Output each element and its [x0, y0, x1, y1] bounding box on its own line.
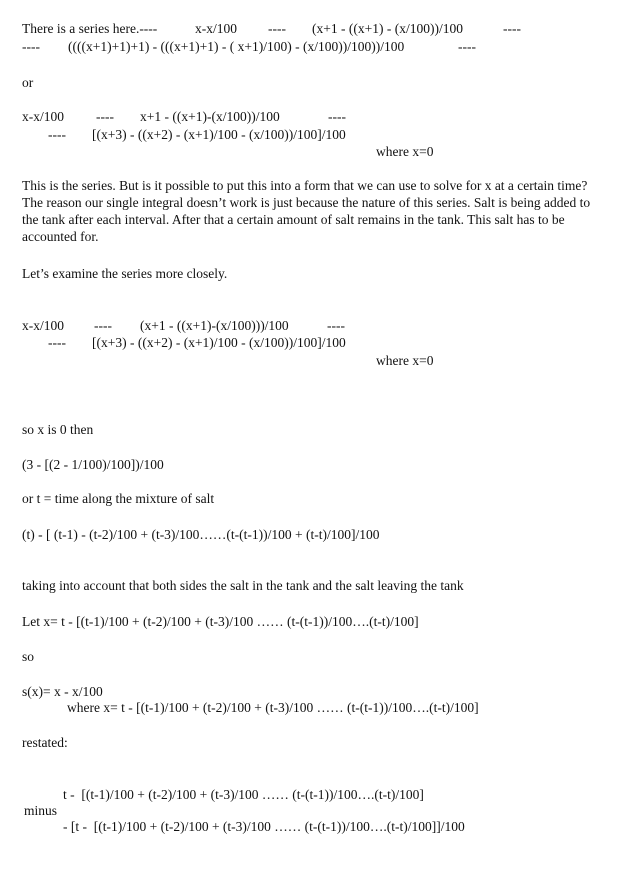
series-separator: ---- — [268, 21, 286, 36]
series-term: x-x/100 — [195, 21, 237, 36]
equation: s(x)= x - x/100 — [22, 684, 103, 699]
equation: Let x= t - [(t-1)/100 + (t-2)/100 + (t-3)/100 …… (t-(t-1))/100….(t-t)/100] — [22, 614, 419, 629]
series-term: [(x+3) - ((x+2) - (x+1)/100 - (x/100))/100]/100 — [92, 335, 346, 350]
body-text: restated: — [22, 735, 68, 750]
minus-label: minus — [24, 803, 58, 818]
series-separator: ---- — [328, 109, 346, 124]
where-condition: where x=0 — [376, 144, 434, 159]
series-term: [(x+3) - ((x+2) - (x+1)/100 - (x/100))/100]/100 — [92, 127, 346, 142]
series-separator: ---- — [22, 39, 40, 54]
series-separator: ---- — [94, 318, 112, 333]
equation: (t) - [ (t-1) - (t-2)/100 + (t-3)/100……(t-(t-1))/100 + (t-t)/100]/100 — [22, 527, 380, 542]
equation: (3 - [(2 - 1/100)/100])/100 — [22, 457, 164, 472]
equation: where x= t - [(t-1)/100 + (t-2)/100 + (t-3)/100 …… (t-(t-1))/100….(t-t)/100] — [67, 700, 479, 715]
body-text: so x is 0 then — [22, 422, 94, 437]
series-term: x-x/100 — [22, 318, 64, 333]
series-term: (x+1 - ((x+1) - (x/100))/100 — [312, 21, 463, 36]
series-term: (x+1 - ((x+1)-(x/100)))/100 — [140, 318, 289, 333]
series-separator: ---- — [48, 127, 66, 142]
equation: t - [(t-1)/100 + (t-2)/100 + (t-3)/100 …… (t-(t-1))/100….(t-t)/100] — [63, 787, 424, 802]
or-label: or — [22, 75, 34, 90]
series-term: x-x/100 — [22, 109, 64, 124]
series-term: ((((x+1)+1)+1) - (((x+1)+1) - ( x+1)/100) - (x/100))/100))/100 — [68, 39, 405, 54]
body-text: taking into account that both sides the salt in the tank and the salt leaving the tank — [22, 578, 464, 593]
where-condition: where x=0 — [376, 353, 434, 368]
series-separator: ---- — [96, 109, 114, 124]
examine-text: Let’s examine the series more closely. — [22, 266, 228, 281]
body-text: or t = time along the mixture of salt — [22, 491, 215, 506]
series-separator: ---- — [503, 21, 521, 36]
body-text: so — [22, 649, 35, 664]
paragraph-explanation: This is the series. But is it possible to put this into a form that we can use to solve for x at a certain time? The reason our single integral doesn’t work is just because the nature of this series. Salt is being added to the tank after each interval. After that a certain amount of salt remains in the tank. This salt has to be accounted for. — [22, 178, 591, 244]
series-separator: ---- — [327, 318, 345, 333]
series-intro-text: There is a series here.---- — [22, 21, 158, 36]
series-separator: ---- — [48, 335, 66, 350]
series-separator: ---- — [458, 39, 476, 54]
equation: - [t - [(t-1)/100 + (t-2)/100 + (t-3)/100 …… (t-(t-1))/100….(t-t)/100]]/100 — [63, 819, 465, 834]
series-term: x+1 - ((x+1)-(x/100))/100 — [140, 109, 280, 124]
